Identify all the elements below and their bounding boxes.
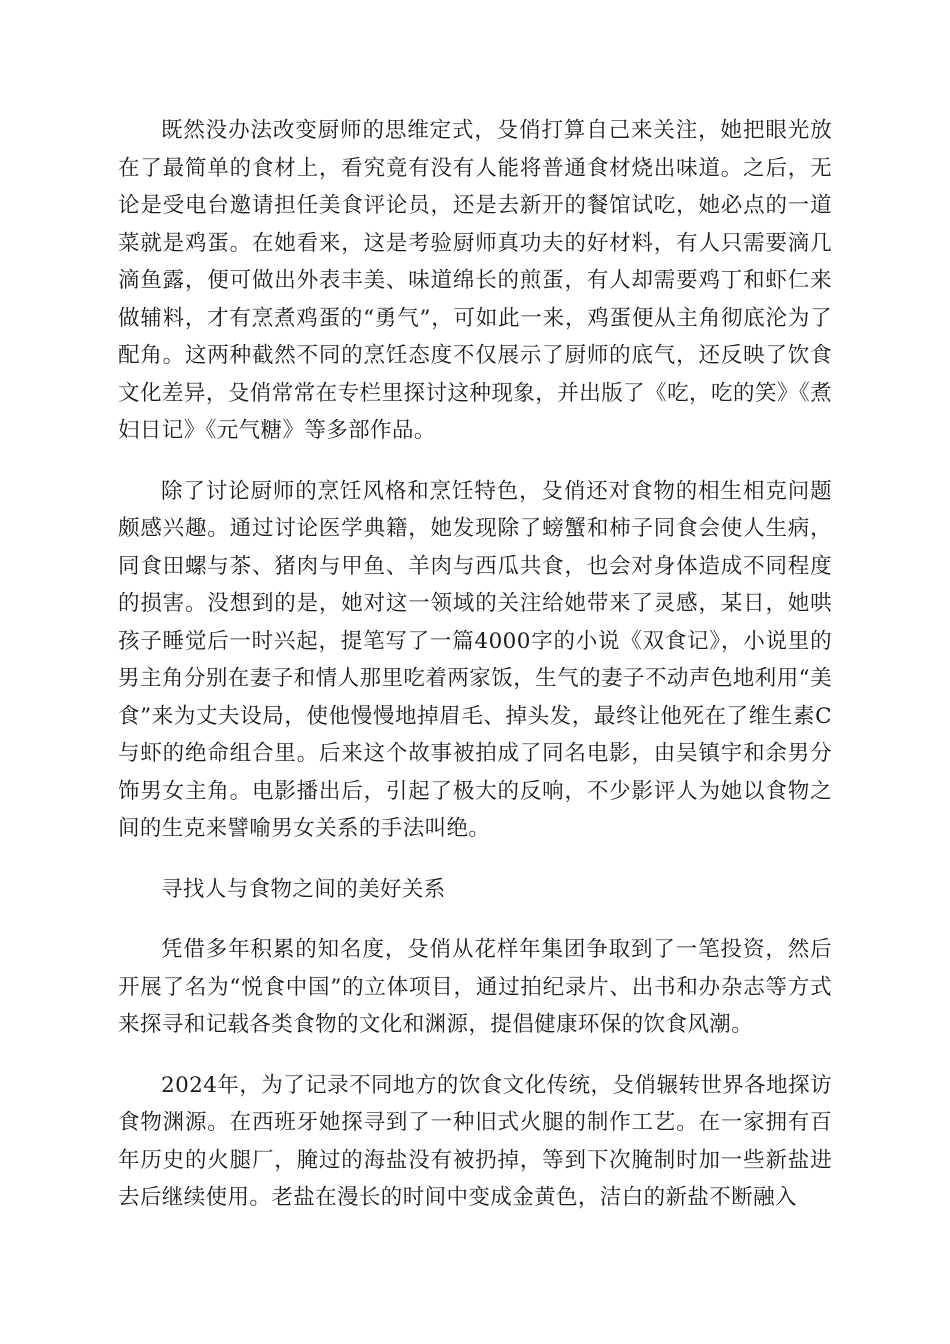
paragraph: 除了讨论厨师的烹饪风格和烹饪特色，殳俏还对食物的相生相克问题颇感兴趣。通过讨论医学典籍，她发现除了螃蟹和柿子同食会使人生病，同食田螺与茶、猪肉与甲鱼、羊肉与西瓜共食，也会对身体造成不同程度的损害。没想到的是，她对这一领域的关注给她带来了灵感，某日，她哄孩子睡觉后一时兴起，提笔写了一篇4000字的小说《双食记》，小说里的男主角分别在妻子和情人那里吃着两家饭，生气的妻子不动声色地利用“美食”来为丈夫设局，使他慢慢地掉眉毛、掉头发，最终让他死在了维生素C与虾的绝命组合里。后来这个故事被拍成了同名电影，由吴镇宇和余男分饰男女主角。电影播出后，引起了极大的反响，不少影评人为她以食物之间的生克来譬喻男女关系的手法叫绝。 <box>118 478 832 841</box>
document-body <box>118 112 832 1217</box>
paragraph: 既然没办法改变厨师的思维定式，殳俏打算自己来关注，她把眼光放在了最简单的食材上，看究竟有没有人能将普通食材烧出味道。之后，无论是受电台邀请担任美食评论员，还是去新开的餐馆试吃，她必点的一道菜就是鸡蛋。在她看来，这是考验厨师真功夫的好材料，有人只需要滴几滴鱼露，便可做出外表丰美、味道绵长的煎蛋，有人却需要鸡丁和虾仁来做辅料，才有烹煮鸡蛋的“勇气”，可如此一来，鸡蛋便从主角彻底沦为了配角。这两种截然不同的烹饪态度不仅展示了厨师的底气，还反映了饮食文化差异，殳俏常常在专栏里探讨这种现象，并出版了《吃，吃的笑》《煮妇日记》《元气糖》等多部作品。 <box>118 118 832 443</box>
section-heading: 寻找人与食物之间的美好关系 <box>161 876 446 902</box>
paragraph: 2024年，为了记录不同地方的饮食文化传统，殳俏辗转世界各地探访食物渊源。在西班牙她探寻到了一种旧式火腿的制作工艺。在一家拥有百年历史的火腿厂，腌过的海盐没有被扔掉，等到下次腌制时加一些新盐进去后继续使用。老盐在漫长的时间中变成金黄色，洁白的新盐不断融入 <box>118 1072 832 1210</box>
paragraph: 凭借多年积累的知名度，殳俏从花样年集团争取到了一笔投资，然后开展了名为“悦食中国”的立体项目，通过拍纪录片、出书和办杂志等方式来探寻和记载各类食物的文化和渊源，提倡健康环保的饮食风潮。 <box>118 937 832 1037</box>
